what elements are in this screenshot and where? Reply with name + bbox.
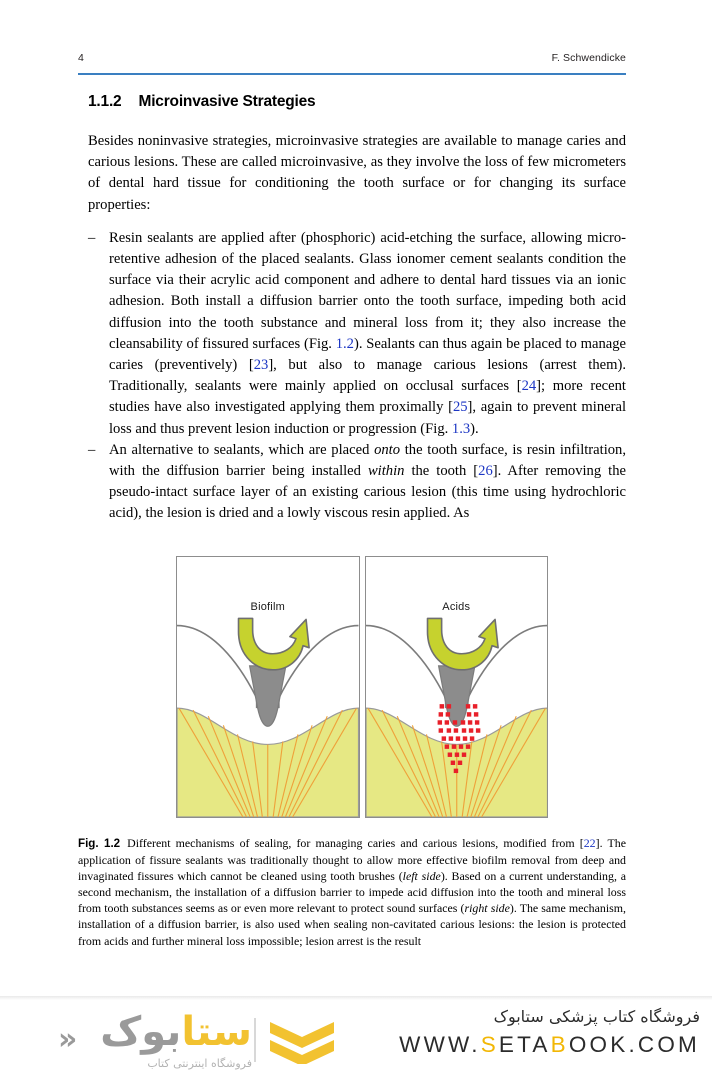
list-item-dash: – <box>88 441 96 458</box>
figure-panel-right <box>365 556 549 818</box>
acids-arrow-right <box>427 618 498 669</box>
list-item-text: An alternative to sealants, which are placed onto the tooth surface, is resin infiltration, with the diffusion barrier being installed within the tooth [26]. After removing the pseudo-intact surface layer of an existing carious lesion (this time using hydrochloric acid), the lesion is dried and a lowly viscous resin applied. As <box>109 441 626 522</box>
section-heading <box>88 93 315 111</box>
body-column <box>88 131 626 525</box>
fissure-wedge-left <box>250 666 286 726</box>
logo-divider <box>254 1018 256 1062</box>
intro-paragraph: Besides noninvasive strategies, microinvasive strategies are available to manage caries and carious lesions. These are called microinvasive, as they involve the loss of few micrometers of dental hard tissue for conditioning the tooth surface or for changing its surface properties: <box>88 133 626 213</box>
double-chevron-icon <box>266 1020 338 1064</box>
page-number: 4 <box>78 52 84 64</box>
logo-guillemet-icon: « <box>58 1022 78 1057</box>
bullet-list <box>88 228 626 525</box>
section-number: 1.1.2 <box>88 93 122 110</box>
logo-tagline: فروشگاه اینترنتی کتاب <box>147 1057 252 1070</box>
fissure-wedge-right <box>438 666 474 726</box>
setabook-brand-text <box>380 1004 700 1060</box>
running-head <box>78 52 626 64</box>
header-rule <box>78 73 626 75</box>
logo-wordmark <box>58 1008 258 1070</box>
figure-label: Fig. 1.2 <box>78 837 121 850</box>
brand-persian-title: فروشگاه کتاب پزشکی ستابوک <box>493 1007 700 1026</box>
section-title: Microinvasive Strategies <box>138 93 316 110</box>
biofilm-arrow-left <box>239 618 310 669</box>
tooth-diagram-left <box>177 557 359 817</box>
list-item <box>88 440 626 525</box>
list-item-text: Resin sealants are applied after (phosphoric) acid-etching the surface, allowing micro-retentive adhesion of the placed sealants. Glass ionomer cement sealants condition the surface via their acrylic acid component and adhere to dental hard tissues via an ionic adhesion. Both install a diffusion barrier onto the tooth surface, impeding both acid diffusion into the tooth substance and mineral loss from it; they also increase the cleansability of fissured surfaces (Fig. 1.2). Sealants can thus again be placed to manage caries (preventively) [23], but also to manage carious lesions (arrest them). Traditionally, sealants were mainly applied on occlusal surfaces [24]; more recent studies have also investigated applying them proximally [25], again to prevent mineral loss and thus prevent lesion induction or progression (Fig. 1.3). <box>109 229 626 437</box>
list-item-dash: – <box>88 229 96 246</box>
figure-caption <box>78 835 626 949</box>
panel-label-biofilm: Biofilm <box>250 601 285 613</box>
logo-word <box>100 1010 252 1054</box>
figure-caption-text: Different mechanisms of sealing, for managing caries and carious lesions, modified from [22]. The application of fissure sealants was traditionally thought to allow more effective biofilm removal from deep and invaginated fissures which cannot be cleaned using tooth brushes (left side). Based on a current understanding, a second mechanism, the installation of a diffusion barrier to impede acid diffusion into the tooth and mineral loss from tooth substances seems as or even more relevant to protect sound surfaces (right side). The same mechanism, installation of a diffusion barrier, is also used when sealing non-cavitated carious lesions: the lesion is protected from acids and further mineral loss impossible; lesion arrest is the result <box>78 836 626 948</box>
setabook-logo <box>58 1006 388 1072</box>
panel-label-acids: Acids <box>442 601 471 613</box>
tooth-diagram-right <box>366 557 548 817</box>
enamel-outline-left-b <box>279 626 359 709</box>
running-head-author: F. Schwendicke <box>551 52 626 64</box>
footer-watermark <box>0 996 712 1079</box>
list-item <box>88 228 626 440</box>
enamel-outline-right-b <box>467 626 547 709</box>
footer-divider <box>0 996 712 1000</box>
figure-panel-left <box>176 556 360 818</box>
logo-word-gray: بوک <box>100 1009 182 1055</box>
logo-word-yellow: ستا <box>181 1009 252 1055</box>
figure-1-2 <box>176 556 548 818</box>
brand-url[interactable]: WWW.SETABOOK.COM <box>399 1032 700 1057</box>
